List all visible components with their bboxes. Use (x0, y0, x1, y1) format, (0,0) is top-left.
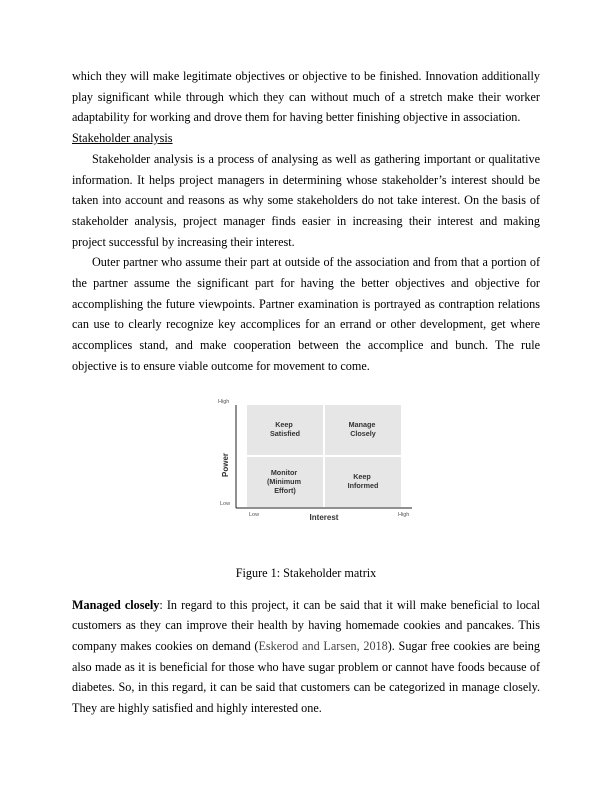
top-left-label-line1: Keep (275, 419, 293, 429)
bottom-left-label-line2: (Minimum (267, 476, 301, 486)
paragraph-outer-partner: Outer partner who assume their part at outside of the association and from that a portion of the partner assume the significant part for having the better objectives and objective for accomplishing the future viewpoints. Partner examination is portrayed as contraption relations can use to clearly recognize key accomplices for an errand or other development, get where accomplices stand, and make cooperation between the accomplice and bunch. The rule objective is to ensure viable outcome for movement to come. (72, 255, 540, 373)
document-page (72, 66, 540, 719)
managed-closely-lead: Managed closely (72, 597, 160, 612)
x-high-label: High (398, 511, 410, 518)
citation: Eskerod and Larsen, 2018 (258, 638, 388, 653)
figure-caption: Figure 1: Stakeholder matrix (235, 565, 377, 580)
svg-text:Manage Closely (349, 420, 378, 438)
top-right-label-line2: Closely (350, 428, 376, 438)
bottom-right-label-line2: Informed (347, 480, 379, 490)
stakeholder-matrix-chart (72, 393, 540, 553)
paragraph-innovation: which they will make legitimate objectives or objective to be finished. Innovation additionally play significant while through which they can without much of a stretch make their worker adaptability for working and drove them for having better finishing objective in association. (72, 69, 540, 125)
y-axis-title: Power (221, 452, 230, 477)
bottom-left-label-line1: Monitor (270, 467, 298, 477)
top-left-label-line2: Satisfied (270, 428, 300, 438)
paragraph-managed-closely (72, 595, 540, 719)
bottom-left-label-line3: Effort) (274, 485, 296, 495)
x-axis-title: Interest (309, 512, 339, 522)
stakeholder-matrix-figure (72, 393, 540, 553)
bottom-right-label-line1: Keep (353, 471, 371, 481)
section-heading-stakeholder-analysis: Stakeholder analysis (72, 131, 173, 146)
y-low-label: Low (220, 500, 231, 507)
managed-closely-text-b: ). Sugar free cookies are being also made as it is beneficial for those who have sugar problem or cannot have foods because of diabetes. So, in this regard, it can be said that customers can be categorized in manage closely. They are highly satisfied and highly interested one. (72, 638, 540, 716)
top-right-label-line1: Manage (348, 419, 376, 429)
y-high-label: High (218, 398, 230, 405)
x-low-label: Low (249, 511, 260, 518)
paragraph-stakeholder-analysis: Stakeholder analysis is a process of analysing as well as gathering important or qualitative information. It helps project managers in determining whose stakeholder’s interest should be taken into account and reasons as why some stakeholders do not take interest. On the basis of stakeholder analysis, project manager finds easier in increasing their interest and making project successful by increasing their interest. (72, 151, 540, 249)
managed-closely-text-a: : In regard to this project, it can be said that it will make beneficial to local customers as they can improve their health by having homemade cookies and pancakes. This company makes cookies on demand ( (72, 597, 540, 653)
